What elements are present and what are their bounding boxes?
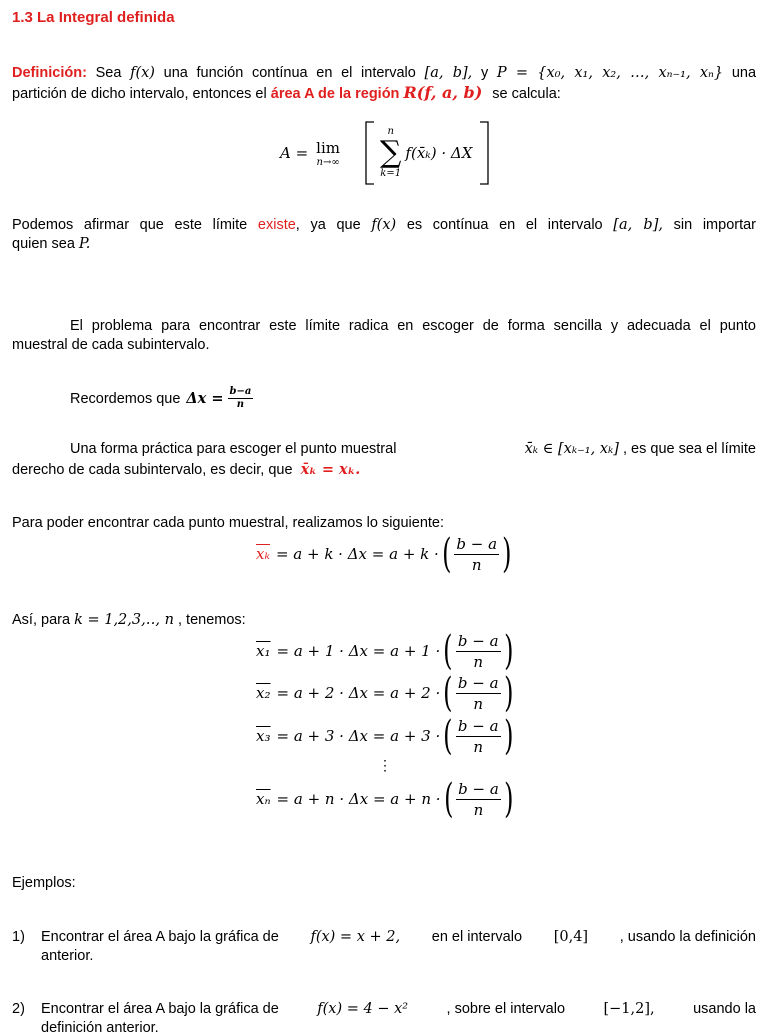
right-paren: ): [503, 713, 514, 759]
row-mid: = a + n · Δx = a + n ·: [276, 790, 441, 808]
row-n-formula: [256, 776, 516, 822]
example-2-line-1: [41, 1001, 756, 1017]
definition-text-1: Sea: [95, 65, 122, 81]
definition-line2-a: partición de dicho intervalo, entonces el: [12, 86, 267, 102]
summation: [380, 127, 401, 179]
row-lhs: $\overline{x_n}$: [256, 790, 271, 808]
left-paren: (: [443, 713, 453, 759]
left-paren: (: [441, 531, 452, 577]
problem-line-1: [70, 317, 756, 336]
example-1-line-2: anterior.: [41, 948, 94, 964]
example-text-a: Encontrar el área A bajo la gráfica de: [41, 1001, 279, 1017]
sum-lower-limit: k=1: [380, 168, 402, 179]
recall-line: [70, 386, 253, 411]
example-text-a: Encontrar el área A bajo la gráfica de: [41, 929, 279, 945]
example-interval: [−1,2],: [603, 1001, 655, 1017]
row-fraction: [456, 673, 501, 714]
example-text-c: usando la: [693, 1001, 756, 1017]
row-lhs: x₂: [256, 684, 271, 702]
page-title: 1.3 La Integral definida: [12, 9, 175, 26]
sample-point-numerator: b − a: [456, 534, 498, 553]
left-paren: (: [443, 670, 453, 716]
practical-text-3: derecho de cada subintervalo, es decir, que: [12, 462, 293, 478]
example-number: 1): [12, 929, 25, 945]
row-denominator: n: [473, 652, 484, 671]
exists-line-1: [12, 216, 756, 235]
examples-heading-text: Ejemplos:: [12, 875, 76, 891]
exists-line2-text: quien sea: [12, 236, 75, 252]
example-text-c: , usando la definición: [619, 929, 756, 945]
exists-P: P.: [78, 236, 91, 252]
k-values: k = 1,2,3,‥, n: [74, 612, 174, 628]
membership: x̄ₖ ∈ [xₖ₋₁, xₖ]: [524, 441, 619, 457]
practical-line-2: [12, 460, 756, 480]
recall-delta: Δx =: [186, 390, 224, 407]
definition-line-2: [12, 83, 756, 104]
recall-numerator: b−a: [229, 386, 252, 397]
example-interval: [0,4]: [553, 929, 589, 945]
row-numerator: b − a: [457, 716, 499, 735]
right-paren: ): [503, 628, 514, 674]
left-paren: (: [443, 776, 454, 822]
exists-part-2: , ya que: [295, 217, 361, 233]
example-function: f(x) = 4 − x²: [317, 1001, 409, 1017]
exists-interval: [a, b],: [613, 217, 663, 233]
example-text-b: en el intervalo: [431, 929, 523, 945]
recall-denominator: n: [236, 399, 245, 410]
formula-lhs: A =: [280, 144, 309, 162]
partition-set: P = {x₀, x₁, x₂, …, xₙ₋₁, xₙ}: [496, 65, 724, 81]
row-fraction: [456, 716, 501, 757]
exists-part-4: sin importar: [673, 217, 757, 233]
recall-text: Recordemos que: [70, 390, 181, 407]
recall-fraction: [228, 386, 254, 411]
right-paren: ): [502, 531, 512, 577]
row-lhs: x₃: [256, 727, 271, 745]
area-label: área A de la región: [270, 86, 400, 102]
practical-text-2: , es que sea el límite: [623, 441, 756, 457]
row-1-formula: [256, 628, 516, 674]
row-3-formula: [256, 713, 516, 759]
exists-part-3: es contínua en el intervalo: [406, 217, 603, 233]
definition-label: Definición:: [12, 65, 87, 81]
example-2-line-2: definición anterior.: [41, 1020, 159, 1036]
row-mid: = a + 1 · Δx = a + 1 ·: [276, 642, 441, 660]
limit-formula: [280, 122, 490, 184]
definition-text-2: una función contínua en el intervalo: [163, 65, 416, 81]
definition-line-1: [12, 64, 756, 83]
row-numerator: b − a: [457, 631, 499, 650]
lim-subscript: n→∞: [316, 156, 340, 168]
limit-operator: [316, 139, 340, 168]
exists-word: existe: [257, 217, 296, 233]
problem-line-2: [12, 336, 756, 355]
sum-upper-limit: n: [387, 126, 394, 137]
right-bracket: [478, 121, 490, 185]
region-notation: R(f, a, b): [403, 83, 483, 102]
example-1-line-1: [41, 929, 756, 945]
row-lhs: x₁: [256, 642, 271, 660]
right-paren: ): [503, 776, 514, 822]
problem-text-2: muestral de cada subintervalo.: [12, 337, 210, 353]
example-number: 2): [12, 1001, 25, 1017]
function-fx: f(x): [130, 65, 155, 81]
exists-line-2: [12, 235, 756, 254]
left-paren: (: [443, 628, 453, 674]
practical-text-1: Una forma práctica para escoger el punto muestral: [70, 441, 397, 457]
definition-text-4: una: [731, 65, 757, 81]
row-denominator: n: [473, 694, 484, 713]
row-denominator: n: [473, 800, 484, 819]
sample-point-lhs: $\overline{x_k}$: [256, 545, 270, 563]
exists-part-1: Podemos afirmar que este límite: [12, 217, 248, 233]
thus-text-a: Así, para: [12, 612, 71, 628]
row-2-formula: [256, 670, 516, 716]
right-paren: ): [503, 670, 514, 716]
summand: f(x̄ₖ) · ΔX: [405, 144, 473, 162]
problem-text-1: El problema para encontrar este límite radica en escoger de forma sencilla y adecuada el punto: [70, 318, 756, 334]
definition-text-3: y: [480, 65, 489, 81]
examples-heading: [12, 874, 756, 893]
row-fraction: [456, 631, 501, 672]
definition-line2-b: se calcula:: [492, 86, 561, 102]
interval-ab: [a, b],: [424, 65, 473, 81]
row-numerator: b − a: [458, 779, 499, 798]
right-endpoint-equality: x̄ₖ = xₖ.: [300, 461, 361, 478]
lim-word: lim: [316, 138, 340, 157]
sample-point-formula: [256, 530, 515, 578]
row-fraction: [456, 779, 501, 820]
row-numerator: b − a: [457, 673, 499, 692]
exists-fx: f(x): [371, 217, 397, 233]
example-text-b: , sobre el intervalo: [446, 1001, 566, 1017]
example-function: f(x) = x + 2,: [310, 929, 401, 945]
sample-point-mid: = a + k · Δx = a + k ·: [275, 545, 439, 563]
practical-line-1: [70, 441, 756, 457]
sample-point-denominator: n: [471, 555, 482, 574]
row-mid: = a + 3 · Δx = a + 3 ·: [276, 727, 441, 745]
row-mid: = a + 2 · Δx = a + 2 ·: [276, 684, 441, 702]
row-denominator: n: [473, 737, 484, 756]
left-bracket: [364, 121, 376, 185]
sample-point-fraction: [454, 534, 499, 575]
sigma-symbol: ∑: [380, 135, 402, 170]
to-find-text: Para poder encontrar cada punto muestral, realizamos lo siguiente:: [12, 515, 445, 531]
thus-text-b: , tenemos:: [177, 612, 246, 628]
vertical-ellipsis: ⋮: [378, 758, 392, 774]
